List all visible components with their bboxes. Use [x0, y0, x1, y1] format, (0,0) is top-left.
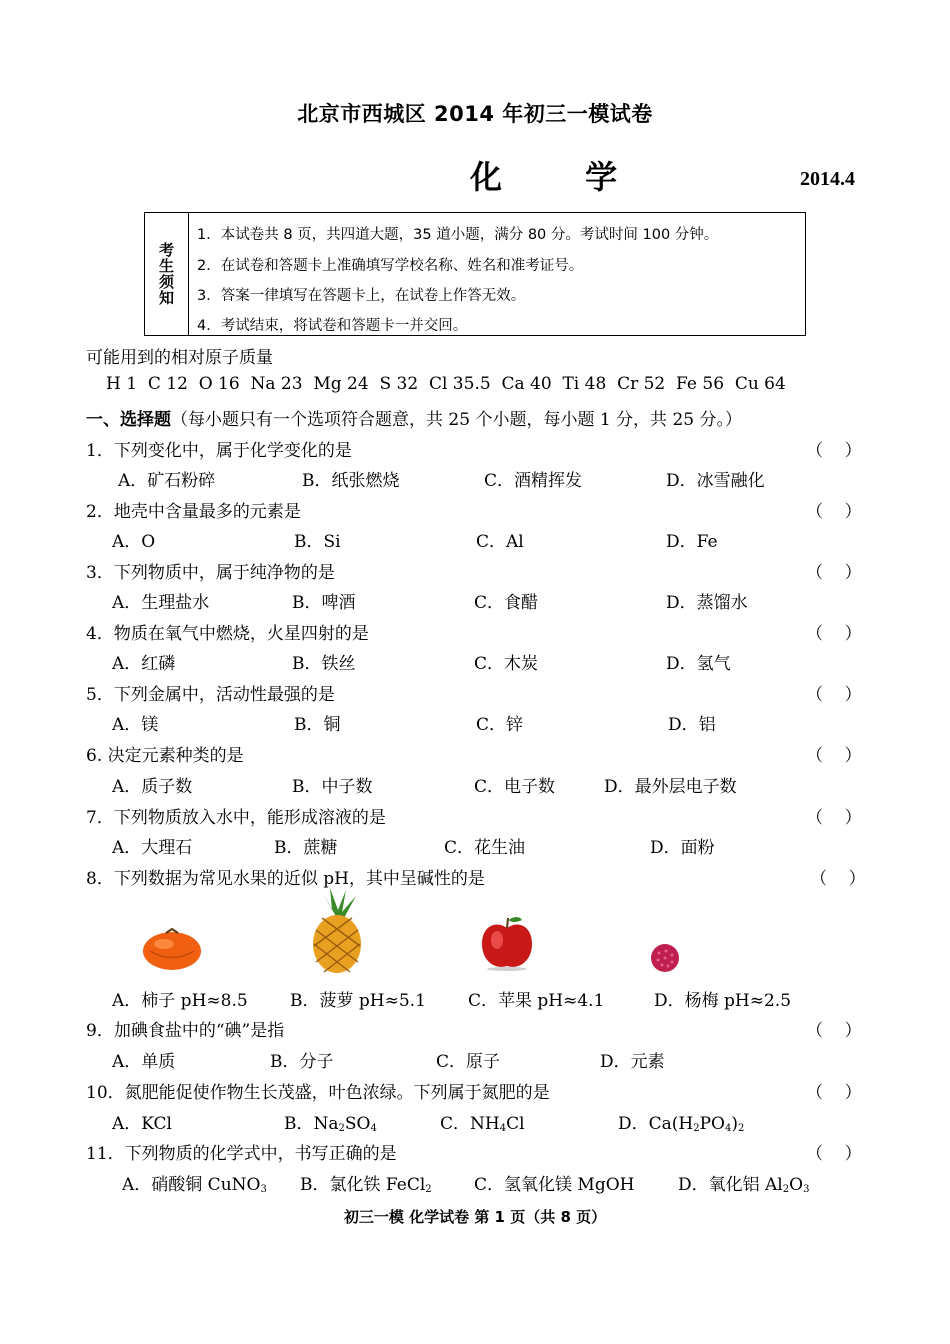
exam-title: 北京市西城区 2014 年初三一模试卷: [297, 102, 653, 126]
option-d: D．氢气: [666, 654, 731, 674]
option-b: B．分子: [270, 1052, 334, 1072]
atomic-mass-heading: 可能用到的相对原子质量: [86, 348, 273, 368]
option-b: B．菠萝 pH≈5.1: [290, 991, 426, 1011]
section-title: 一、选择题: [86, 410, 171, 430]
option-a: A．矿石粉碎: [118, 471, 216, 491]
notice-item: 2．在试卷和答题卡上准确填写学校名称、姓名和准考证号。: [197, 258, 584, 274]
pineapple-image: [302, 888, 372, 974]
answer-blank: （ ）: [806, 1144, 862, 1164]
answer-blank: （ ）: [806, 502, 862, 522]
question-stem: 5．下列金属中，活动性最强的是: [86, 685, 335, 705]
option-c: C．原子: [436, 1052, 501, 1072]
subject-title: 化 学: [470, 158, 654, 196]
answer-blank: （ ）: [806, 685, 862, 705]
answer-blank: （ ）: [806, 441, 862, 461]
option-d: D．Fe: [666, 532, 718, 552]
option-d: D．铝: [668, 715, 716, 735]
exam-date: 2014.4: [800, 168, 855, 190]
notice-item: 3．答案一律填写在答题卡上，在试卷上作答无效。: [197, 288, 526, 304]
option-a: A．硝酸铜 CuNO$_3$: [122, 1175, 267, 1195]
question-stem: 11．下列物质的化学式中，书写正确的是: [86, 1144, 397, 1164]
option-c: C．花生油: [444, 838, 526, 858]
page-footer: 初三一模 化学试卷 第 1 页（共 8 页）: [343, 1208, 607, 1226]
option-a: A．O: [112, 532, 156, 552]
option-d: D．元素: [600, 1052, 665, 1072]
notice-item: 1．本试卷共 8 页，共四道大题，35 道小题，满分 80 分。考试时间 100 分钟。: [197, 227, 719, 243]
option-a: A．生理盐水: [112, 593, 210, 613]
persimmon-image: [140, 924, 204, 974]
answer-blank: （ ）: [806, 808, 862, 828]
question-stem: 8．下列数据为常见水果的近似 pH，其中呈碱性的是: [86, 869, 485, 889]
option-b: B．中子数: [292, 777, 373, 797]
option-a: A．红磷: [112, 654, 176, 674]
section-heading: [86, 405, 742, 430]
option-d: D．$Ca(H_2PO_4)_2$: [618, 1114, 745, 1134]
answer-blank: （ ）: [806, 1021, 862, 1041]
option-a: A．质子数: [112, 777, 193, 797]
option-c: C．锌: [476, 715, 524, 735]
question-stem: 1．下列变化中，属于化学变化的是: [86, 441, 352, 461]
option-b: B．铜: [294, 715, 341, 735]
option-c: C．酒精挥发: [484, 471, 583, 491]
option-c: C．木炭: [474, 654, 539, 674]
option-b: B．Si: [294, 532, 341, 552]
option-d: D．冰雪融化: [666, 471, 765, 491]
option-b: B．$Na_2SO_4$: [284, 1114, 377, 1134]
option-c: C．苹果 pH≈4.1: [468, 991, 605, 1011]
option-c: C．Al: [476, 532, 524, 552]
option-d: D．蒸馏水: [666, 593, 748, 613]
answer-blank: （ ）: [806, 624, 862, 644]
option-d: D．氧化铝 $Al_2O_3$: [678, 1175, 810, 1195]
atomic-mass-values: H 1 C 12 O 16 Na 23 Mg 24 S 32 Cl 35.5 Ca 40 Ti 48 Cr 52 Fe 56 Cu 64: [106, 374, 786, 394]
option-d: D．杨梅 pH≈2.5: [654, 991, 792, 1011]
option-a: A．柿子 pH≈8.5: [112, 991, 248, 1011]
notice-label: 考生须知: [145, 213, 189, 335]
apple-image: [478, 914, 536, 972]
option-b: B．啤酒: [292, 593, 356, 613]
option-b: B．氯化铁 FeCl$_2$: [300, 1175, 432, 1195]
option-a: A．镁: [112, 715, 159, 735]
option-b: B．纸张燃烧: [302, 471, 400, 491]
question-stem: 2．地壳中含量最多的元素是: [86, 502, 301, 522]
exam-notice-box: [144, 212, 806, 336]
option-c: C．$NH_4Cl$: [440, 1114, 525, 1134]
answer-blank: （ ）: [806, 1083, 862, 1103]
question-stem: 3．下列物质中，属于纯净物的是: [86, 563, 335, 583]
option-a: A．大理石: [112, 838, 193, 858]
answer-blank: （ ）: [810, 869, 866, 889]
option-c: C．食醋: [474, 593, 539, 613]
question-stem: 10．氮肥能促使作物生长茂盛，叶色浓绿。下列属于氮肥的是: [86, 1083, 550, 1103]
option-c: C．电子数: [474, 777, 556, 797]
option-a: A．单质: [112, 1052, 176, 1072]
question-stem: 4．物质在氧气中燃烧，火星四射的是: [86, 624, 369, 644]
section-note: （每小题只有一个选项符合题意，共 25 个小题，每小题 1 分，共 25 分。）: [171, 410, 743, 430]
option-c: C．氢氧化镁 MgOH: [474, 1175, 635, 1195]
option-b: B．蔗糖: [274, 838, 338, 858]
answer-blank: （ ）: [806, 563, 862, 583]
bayberry-image: [648, 942, 682, 974]
question-stem: 9．加碘食盐中的“碘”是指: [86, 1021, 285, 1041]
answer-blank: （ ）: [806, 746, 862, 766]
option-d: D．面粉: [650, 838, 715, 858]
question-stem: 7．下列物质放入水中，能形成溶液的是: [86, 808, 386, 828]
notice-item: 4．考试结束，将试卷和答题卡一并交回。: [197, 318, 468, 334]
option-a: A．KCl: [112, 1114, 172, 1134]
question-stem: 6. 决定元素种类的是: [86, 746, 244, 766]
option-d: D．最外层电子数: [604, 777, 737, 797]
option-b: B．铁丝: [292, 654, 356, 674]
